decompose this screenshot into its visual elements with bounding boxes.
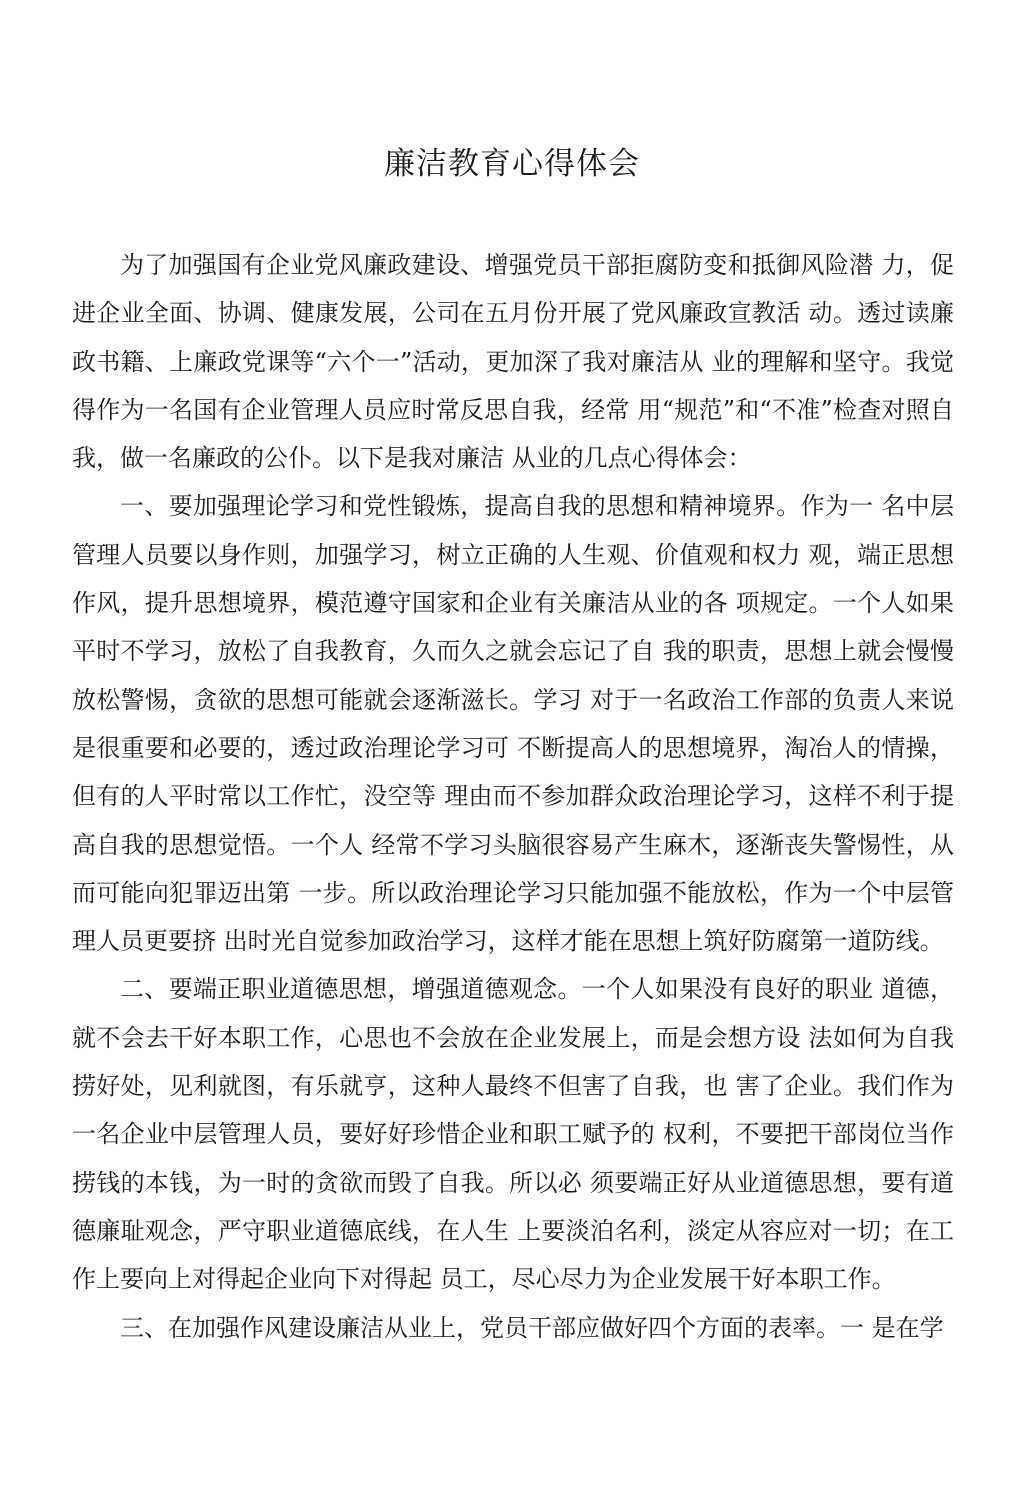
paragraph-point-two: 二、要端正职业道德思想，增强道德观念。一个人如果没有良好的职业 道德，就不会去干好本职工作，心思也不会放在企业发展上，而是会想方设 法如何为自我捞好处，见利就图，有乐就亨，这种人最终不但害了自我，也 害了企业。我们作为一名企业中层管理人员，要好好珍惜企业和职工赋予的 权利，不要把干部岗位当作捞钱的本钱，为一时的贪欲而毁了自我。所以必 须要端正好从业道德思想，要有道德廉耻观念，严守职业道德底线，在人生 上要淡泊名利，淡定从容应对一切；在工作上要向上对得起企业向下对得起 员工，尽心尽力为企业发展干好本职工作。 <box>72 975 954 1294</box>
paragraph-point-three: 三、在加强作风建设廉洁从业上，党员干部应做好四个方面的表率。一 是在学 <box>120 1313 944 1342</box>
document-body <box>72 241 954 1352</box>
paragraph-intro: 为了加强国有企业党风廉政建设、增强党员干部拒腐防变和抵御风险潜 力，促进企业全面、协调、健康发展，公司在五月份开展了党风廉政宣教活 动。透过读廉政书籍、上廉政党课等“六个一”活动，更加深了我对廉洁从 业的理解和坚守。我觉得作为一名国有企业管理人员应时常反思自我，经常 用“规范”和“不准”检查对照自我，做一名廉政的公仆。以下是我对廉洁 从业的几点心得体会： <box>72 251 954 473</box>
paragraph-point-one: 一、要加强理论学习和党性锻炼，提高自我的思想和精神境界。作为一 名中层管理人员要以身作则，加强学习，树立正确的人生观、价值观和权力 观，端正思想作风，提升思想境界，模范遵守国家和企业有关廉洁从业的各 项规定。一个人如果平时不学习，放松了自我教育，久而久之就会忘记了自 我的职责，思想上就会慢慢放松警惕，贪欲的思想可能就会逐渐滋长。学习 对于一名政治工作部的负责人来说是很重要和必要的，透过政治理论学习可 不断提高人的思想境界，淘冶人的情操，但有的人平时常以工作忙，没空等 理由而不参加群众政治理论学习，这样不利于提高自我的思想觉悟。一个人 经常不学习头脑很容易产生麻木，逐渐丧失警惕性，从而可能向犯罪迈出第 一步。所以政治理论学习只能加强不能放松，作为一个中层管理人员更要挤 出时光自觉参加政治学习，这样才能在思想上筑好防腐第一道防线。 <box>72 492 954 956</box>
document-title: 廉洁教育心得体会 <box>384 146 640 182</box>
